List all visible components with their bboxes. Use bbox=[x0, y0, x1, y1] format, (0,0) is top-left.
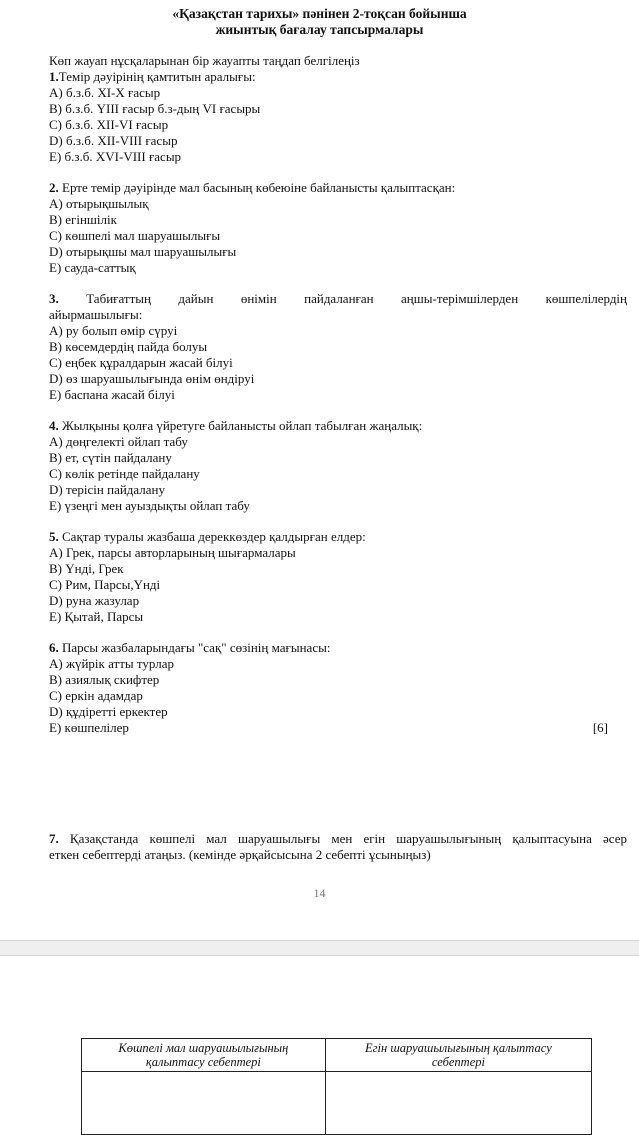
option-b: B) егіншілік bbox=[49, 212, 117, 227]
question-1 bbox=[49, 69, 627, 165]
option-d: D) отырықшы мал шаруашылығы bbox=[49, 244, 237, 259]
option-b: B) Үнді, Грек bbox=[49, 561, 124, 576]
question-text: Парсы жазбаларындағы "сақ" сөзінің мағынасы: bbox=[62, 640, 331, 655]
option-e: E) Қытай, Парсы bbox=[49, 609, 144, 624]
option-b: B) азиялық скифтер bbox=[49, 672, 160, 687]
question-3 bbox=[49, 291, 627, 403]
option-e: E) үзеңгі мен ауыздықты ойлап табу bbox=[49, 498, 250, 513]
header-line: Көшпелі мал шаруашылығының bbox=[118, 1041, 289, 1055]
option-e: E) көшпелілер bbox=[49, 720, 129, 735]
question-text-line-1: Қазақстанда көшпелі мал шаруашылығы мен егін шаруашылығының қалыптасуына әсер bbox=[69, 831, 628, 846]
option-a: A) ру болып өмір сүруі bbox=[49, 323, 178, 338]
instruction: Көп жауап нұсқаларынан бір жауапты таңдап белгілеңіз bbox=[49, 53, 360, 68]
header-line: қалыптасу себептері bbox=[145, 1055, 261, 1069]
question-text: Темір дәуірінің қамтитын аралығы: bbox=[58, 69, 256, 84]
question-text: Ерте темір дәуірінде мал басының көбеюіне байланысты қалыптасқан: bbox=[62, 180, 456, 195]
question-text: Жылқыны қолға үйретуге байланысты ойлап табылған жаңалық: bbox=[62, 418, 423, 433]
page-number: 14 bbox=[313, 886, 326, 900]
option-a: A) Грек, парсы авторларының шығармалары bbox=[49, 545, 296, 560]
option-b: B) ет, сүтін пайдалану bbox=[49, 450, 172, 465]
option-d: D) руна жазулар bbox=[49, 593, 140, 608]
question-4 bbox=[49, 418, 627, 514]
option-c: C) еркін адамдар bbox=[49, 688, 143, 703]
table-header-agriculture bbox=[325, 1039, 591, 1072]
option-a: A) дөңгелекті ойлап табу bbox=[49, 434, 188, 449]
option-a: A) б.з.б. XI-X ғасыр bbox=[49, 85, 161, 100]
question-text: Сақтар туралы жазбаша дереккөздер қалдырған елдер: bbox=[62, 529, 366, 544]
answer-cell-nomadic[interactable] bbox=[82, 1072, 326, 1135]
option-d: D) б.з.б. XII-VIII ғасыр bbox=[49, 133, 178, 148]
option-c: C) көлік ретінде пайдалану bbox=[49, 466, 200, 481]
option-c: C) б.з.б. XII-VI ғасыр bbox=[49, 117, 169, 132]
header-line: себептері bbox=[431, 1055, 485, 1069]
title-line-2: жиынтық бағалау тапсырмалары bbox=[215, 22, 424, 37]
question-number: 6. bbox=[49, 640, 59, 655]
score-mark: [6] bbox=[592, 720, 608, 735]
option-c: C) еңбек құралдарын жасай білуі bbox=[49, 355, 233, 370]
option-c: C) Рим, Парсы,Үнді bbox=[49, 577, 161, 592]
question-number: 2. bbox=[49, 180, 59, 195]
reasons-table bbox=[81, 1038, 592, 1135]
question-text-line-2: айырмашылығы: bbox=[49, 307, 143, 322]
question-text-line-2: еткен себептерді атаңыз. (кемінде әрқайсысына 2 себепті ұсыныңыз) bbox=[49, 847, 431, 862]
question-number: 1. bbox=[49, 69, 59, 84]
header-line: Егін шаруашылығының қалыптасу bbox=[365, 1041, 552, 1055]
option-d: D) өз шаруашылығында өнім өндіруі bbox=[49, 371, 255, 386]
option-b: B) б.з.б. YIII ғасыр б.з-дың VI ғасыры bbox=[49, 101, 261, 116]
option-d: D) құдіретті еркектер bbox=[49, 704, 168, 719]
option-b: B) көсемдердің пайда болуы bbox=[49, 339, 208, 354]
option-a: A) отырықшылық bbox=[49, 196, 149, 211]
option-d: D) терісін пайдалану bbox=[49, 482, 166, 497]
page-separator bbox=[0, 940, 639, 956]
question-5 bbox=[49, 529, 627, 625]
answer-cell-agriculture[interactable] bbox=[325, 1072, 591, 1135]
table-header-nomadic bbox=[82, 1039, 326, 1072]
option-e: E) сауда-саттық bbox=[49, 260, 136, 275]
question-text-line-1: Табиғаттың дайын өнімін пайдаланған аңшы-терімшілерден көшпелілердің bbox=[86, 291, 628, 306]
page-2 bbox=[0, 956, 639, 1103]
question-number: 3. bbox=[49, 291, 59, 306]
question-number: 5. bbox=[49, 529, 59, 544]
question-2 bbox=[49, 180, 627, 276]
option-e: E) б.з.б. XVI-VIII ғасыр bbox=[49, 149, 182, 164]
question-number: 7. bbox=[49, 831, 59, 846]
question-6 bbox=[49, 640, 627, 736]
title-line-1: «Қазақстан тарихы» пәнінен 2-тоқсан бойынша bbox=[172, 6, 467, 21]
question-number: 4. bbox=[49, 418, 59, 433]
option-a: A) жүйрік атты турлар bbox=[49, 656, 174, 671]
option-c: C) көшпелі мал шаруашылығы bbox=[49, 228, 221, 243]
option-e: E) баспана жасай білуі bbox=[49, 387, 175, 402]
question-7 bbox=[49, 831, 627, 863]
